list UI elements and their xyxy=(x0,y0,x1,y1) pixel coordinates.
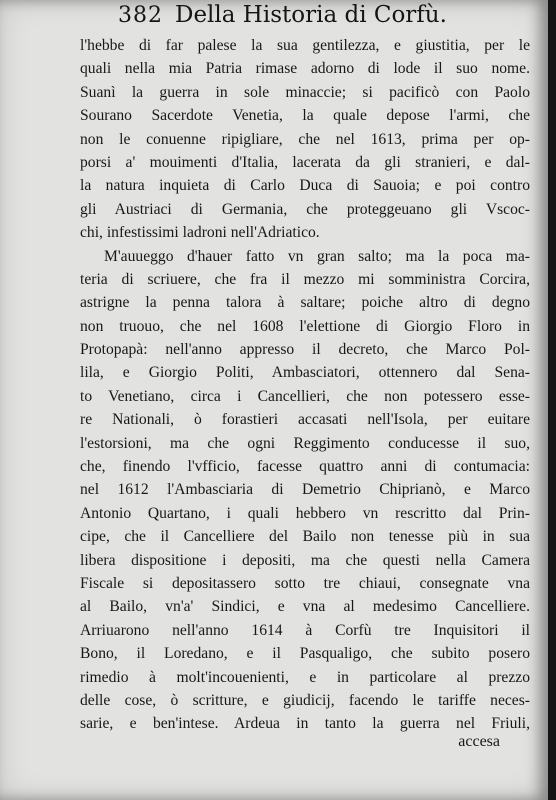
text-line: astrigne la penna talora à saltare; poiche altro di degno xyxy=(80,294,530,312)
text-line: Fiscale si depositassero sotto tre chiaui, consegnate vna xyxy=(80,574,530,592)
text-line: rimedio à molt'incouenienti, e in particolare al prezzo xyxy=(80,668,530,686)
text-line: Suanì la guerra in sole minaccie; si pacificò con Paolo xyxy=(80,83,530,101)
text-line: lila, e Giorgio Politi, Ambasciatori, ottennero dal Sena- xyxy=(80,364,530,382)
catchword: accesa xyxy=(458,733,500,750)
page-number: 382 xyxy=(118,3,163,28)
text-line: to Venetiano, circa i Cancellieri, che non potessero esse- xyxy=(80,387,530,405)
text-line: non truouo, che nel 1608 l'elettione di Giorgio Floro in xyxy=(80,317,530,335)
text-line: non le conuenne ripigliare, che nel 1613, prima per op- xyxy=(80,130,530,148)
text-line: Arriuarono nell'anno 1614 à Corfù tre Inquisitori il xyxy=(80,621,530,639)
text-line: l'hebbe di far palese la sua gentilezza, e giustitia, per le xyxy=(80,37,530,54)
text-line: chi, infestissimi ladroni nell'Adriatico. xyxy=(80,224,320,242)
text-line: Protopapà: nell'anno appresso il decreto, che Marco Pol- xyxy=(80,341,530,359)
text-line: al Bailo, vn'a' Sindici, e vna al medesimo Cancelliere. xyxy=(80,598,530,616)
page-header xyxy=(118,2,447,36)
text-line: gli Austriaci di Germania, che proteggeuano gli Vscoc- xyxy=(80,200,530,218)
text-line: Bono, il Loredano, e il Pasqualigo, che subito posero xyxy=(80,645,530,663)
text-line: sarie, e ben'intese. Ardeua in tanto la guerra nel Friuli, xyxy=(80,715,530,733)
text-line: nel 1612 l'Ambasciaria di Demetrio Chiprianò, e Marco xyxy=(80,481,530,499)
text-line: re Nationali, ò forastieri accasati nell'Isola, per euitare xyxy=(80,411,530,429)
text-line: libera dispositione i depositi, ma che questi nella Camera xyxy=(80,551,530,569)
body-text xyxy=(80,34,530,736)
text-line: porsi a' mouimenti d'Italia, lacerata da gli stranieri, e dal- xyxy=(80,153,530,171)
text-line: Sourano Sacerdote Venetia, la quale depose l'armi, che xyxy=(80,107,530,125)
text-line: che, finendo l'vfficio, facesse quattro anni di contumacia: xyxy=(80,458,530,476)
text-line: delle cose, ò scritture, e giudicij, facendo le tariffe neces- xyxy=(80,691,530,709)
text-line: M'auueggo d'hauer fatto vn gran salto; ma la poca ma- xyxy=(104,247,530,265)
paragraph-2 xyxy=(80,245,530,736)
text-line: Antonio Quartano, i quali hebbero vn rescritto dal Prin- xyxy=(80,504,530,522)
paragraph-1 xyxy=(80,34,530,245)
text-line: quali nella mia Patria rimase adorno di lode il suo nome. xyxy=(80,60,530,78)
text-line: l'estorsioni, ma che ogni Reggimento conducesse il suo, xyxy=(80,434,530,452)
text-line: la natura inquieta di Carlo Duca di Sauoia; e poi contro xyxy=(80,177,530,195)
text-line: cipe, che il Cancelliere del Bailo non tenesse più in sua xyxy=(80,528,530,546)
text-line: teria di scriuere, che fra il mezzo mi somministra Corcira, xyxy=(80,270,530,288)
running-title: Della Historia di Corfù. xyxy=(175,2,447,28)
scan-edge xyxy=(548,0,556,800)
